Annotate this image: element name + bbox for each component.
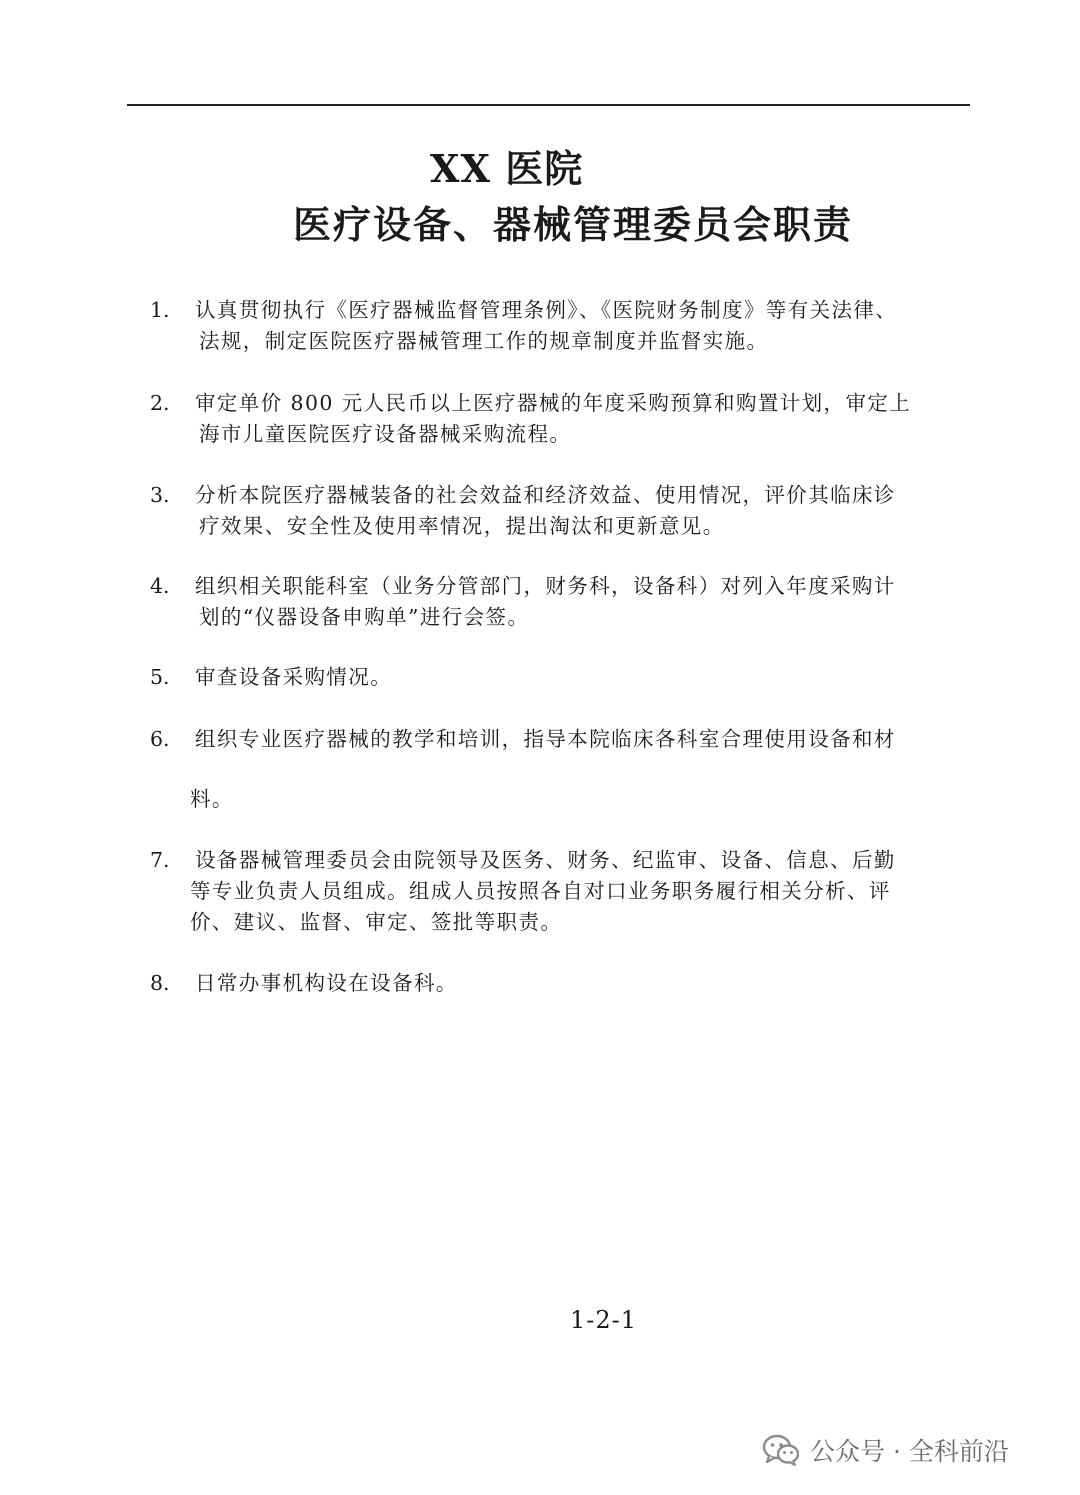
item-line: 设备器械管理委员会由院领导及医务、财务、纪监审、设备、信息、后勤: [195, 848, 896, 872]
item-line: 等专业负责人员组成。组成人员按照各自对口业务职务履行相关分析、评: [190, 879, 891, 903]
item-number: 5.: [150, 665, 170, 689]
item-line: 认真贯彻执行《医疗器械监督管理条例》、《医院财务制度》等有关法律、: [195, 298, 898, 322]
duty-item-3: [150, 480, 950, 542]
item-line: 划的“仪器设备申购单”进行会签。: [199, 605, 530, 629]
duty-item-6: [150, 724, 950, 815]
page-number: 1-2-1: [570, 1306, 638, 1334]
header-rule: [127, 104, 970, 106]
item-number: 4.: [150, 574, 170, 598]
item-number: 3.: [150, 483, 170, 507]
wechat-watermark: [762, 1428, 1009, 1472]
item-number: 2.: [150, 391, 170, 415]
committee-duties-title: 医疗设备、器械管理委员会职责: [293, 202, 854, 247]
duty-item-2: [150, 388, 950, 450]
item-line: 法规，制定医院医疗器械管理工作的规章制度并监督实施。: [199, 329, 769, 353]
item-line: 审定单价 800 元人民币以上医疗器械的年度采购预算和购置计划，审定上: [195, 391, 912, 415]
item-line: 日常办事机构设在设备科。: [195, 971, 458, 995]
item-line: 分析本院医疗器械装备的社会效益和经济效益、使用情况，评价其临床诊: [195, 483, 896, 507]
duty-item-1: [150, 295, 950, 357]
item-number: 7.: [150, 848, 170, 872]
item-number: 8.: [150, 971, 170, 995]
item-line: 组织相关职能科室（业务分管部门，财务科，设备科）对列入年度采购计: [195, 574, 896, 598]
duty-item-4: [150, 571, 950, 633]
item-line: 审查设备采购情况。: [195, 665, 393, 689]
hospital-name-title: XX 医院: [430, 146, 584, 191]
watermark-text: 公众号 · 全科前沿: [810, 1437, 1009, 1466]
duty-item-5: [150, 662, 950, 693]
item-line: 价、建议、监督、审定、签批等职责。: [190, 910, 563, 934]
item-number: 6.: [150, 727, 170, 751]
item-line: 组织专业医疗器械的教学和培训，指导本院临床各科室合理使用设备和材: [195, 727, 896, 751]
duty-item-8: [150, 968, 950, 999]
item-number: 1.: [150, 298, 170, 322]
item-line: 海市儿童医院医疗设备器械采购流程。: [199, 422, 572, 446]
item-line: 料。: [190, 787, 234, 811]
duty-item-7: [150, 845, 950, 938]
item-line: 疗效果、安全性及使用率情况，提出淘汰和更新意见。: [199, 514, 725, 538]
wechat-icon: [762, 1433, 800, 1467]
